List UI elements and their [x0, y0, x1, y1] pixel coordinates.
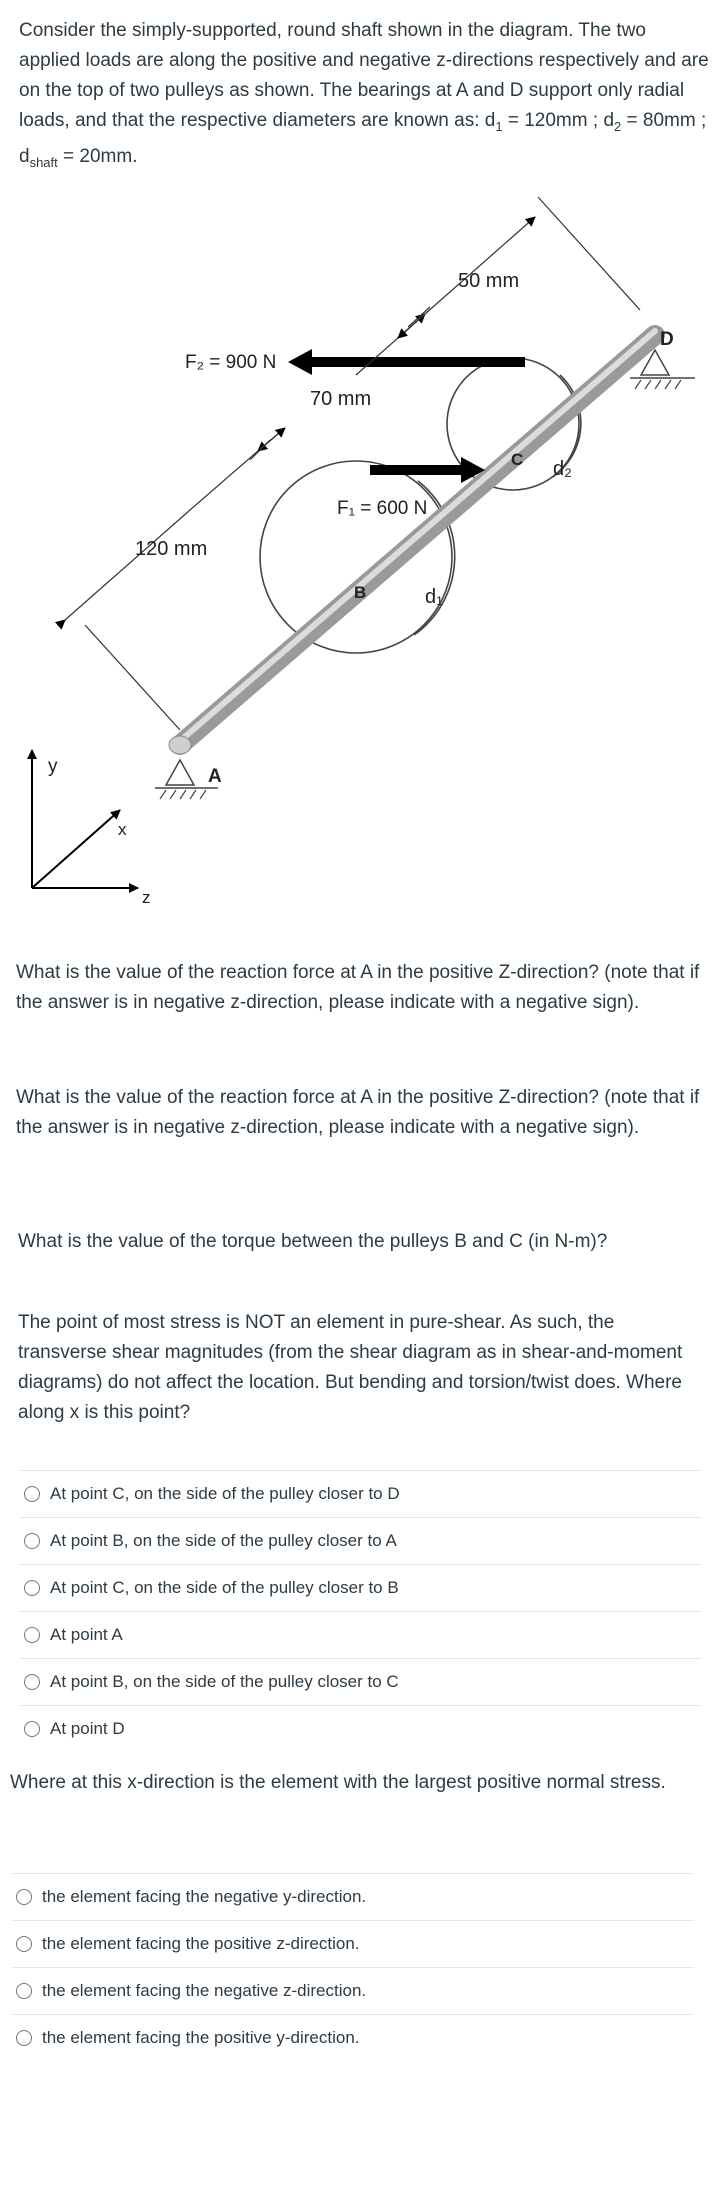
d1-subscript: 1 [495, 118, 503, 134]
option-item[interactable] [20, 1705, 702, 1752]
shaft-diagram [0, 185, 717, 905]
axis-x-label: x [118, 820, 127, 839]
axis-y-label: y [48, 756, 58, 777]
d2-value: = 80mm ; [621, 110, 707, 131]
point-d-label: D [660, 329, 674, 350]
pulley-b [260, 461, 455, 653]
option-item[interactable] [12, 1920, 694, 1967]
option-radio[interactable] [16, 1983, 32, 1999]
question-5: Where at this x-direction is the element with the largest positive normal stress. [10, 1772, 666, 1793]
force-f1-arrow [370, 457, 485, 483]
option-item[interactable] [20, 1564, 702, 1611]
intro-text: Consider the simply-supported, round shaft shown in the diagram. The two applied loads are along the positive and negative z-directions respectively and are on the top of two pulleys as shown. The bearings at A and D support only radial loads, and that the respective diameters are known as: [19, 20, 709, 131]
dshaft-subscript: shaft [29, 154, 58, 170]
question-4-options [20, 1470, 702, 1752]
d1-label: d₁ [425, 586, 443, 608]
option-radio[interactable] [16, 2030, 32, 2046]
option-label[interactable]: the element facing the negative y-direction. [42, 1887, 367, 1906]
option-label[interactable]: the element facing the positive y-direction. [42, 2028, 360, 2047]
option-item[interactable] [12, 1967, 694, 2014]
point-a-label: A [208, 766, 222, 787]
dim-70-label: 70 mm [310, 388, 372, 410]
option-label[interactable]: At point A [50, 1625, 123, 1644]
option-radio[interactable] [24, 1627, 40, 1643]
question-1: What is the value of the reaction force at A in the positive Z-direction? (note that if the answer is in negative z-direction, please indicate with a negative sign). [16, 962, 700, 1013]
option-item[interactable] [20, 1611, 702, 1658]
dshaft-symbol: d [19, 145, 30, 167]
point-b-label: B [354, 583, 367, 602]
problem-statement [19, 16, 709, 178]
dshaft-value: = 20mm. [57, 145, 138, 167]
option-radio[interactable] [24, 1580, 40, 1596]
d2-symbol: d [603, 110, 615, 131]
option-item[interactable] [20, 1517, 702, 1564]
option-label[interactable]: At point B, on the side of the pulley closer to C [50, 1672, 399, 1691]
option-label[interactable]: the element facing the negative z-direction. [42, 1981, 367, 2000]
option-radio[interactable] [24, 1721, 40, 1737]
option-label[interactable]: At point C, on the side of the pulley closer to D [50, 1484, 400, 1503]
force-f2-label: F₂ = 900 N [185, 352, 277, 373]
option-radio[interactable] [16, 1889, 32, 1905]
question-4: The point of most stress is NOT an element in pure-shear. As such, the transverse shear magnitudes (from the shear diagram as in shear-and-moment diagrams) do not affect the location. But bending and torsion/twist does. Where along x is this point? [18, 1312, 683, 1423]
option-radio[interactable] [16, 1936, 32, 1952]
option-item[interactable] [20, 1658, 702, 1705]
option-label[interactable]: At point D [50, 1719, 125, 1738]
option-item[interactable] [12, 1873, 694, 1920]
force-f1-label: F₁ = 600 N [337, 498, 428, 519]
force-f2-arrow [288, 349, 525, 375]
option-radio[interactable] [24, 1533, 40, 1549]
d1-symbol: d [484, 110, 496, 131]
question-5-options [12, 1873, 694, 2061]
question-3: What is the value of the torque between the pulleys B and C (in N-m)? [18, 1231, 608, 1252]
option-radio[interactable] [24, 1674, 40, 1690]
option-label[interactable]: the element facing the positive z-direction. [42, 1934, 360, 1953]
option-item[interactable] [20, 1470, 702, 1517]
d2-label: d₂ [553, 458, 572, 480]
d2-subscript: 2 [614, 118, 622, 134]
d1-value: = 120mm ; [502, 110, 604, 131]
dim-120-label: 120 mm [135, 538, 208, 560]
dim-50-label: 50 mm [458, 270, 520, 292]
point-c-label: C [511, 450, 524, 469]
shaft [180, 335, 655, 745]
question-2: What is the value of the reaction force at A in the positive Z-direction? (note that if the answer is in negative z-direction, please indicate with a negative sign). [16, 1087, 700, 1138]
option-label[interactable]: At point C, on the side of the pulley closer to B [50, 1578, 399, 1597]
axis-z-label: z [142, 888, 151, 905]
option-item[interactable] [12, 2014, 694, 2061]
option-label[interactable]: At point B, on the side of the pulley closer to A [50, 1531, 397, 1550]
option-radio[interactable] [24, 1486, 40, 1502]
